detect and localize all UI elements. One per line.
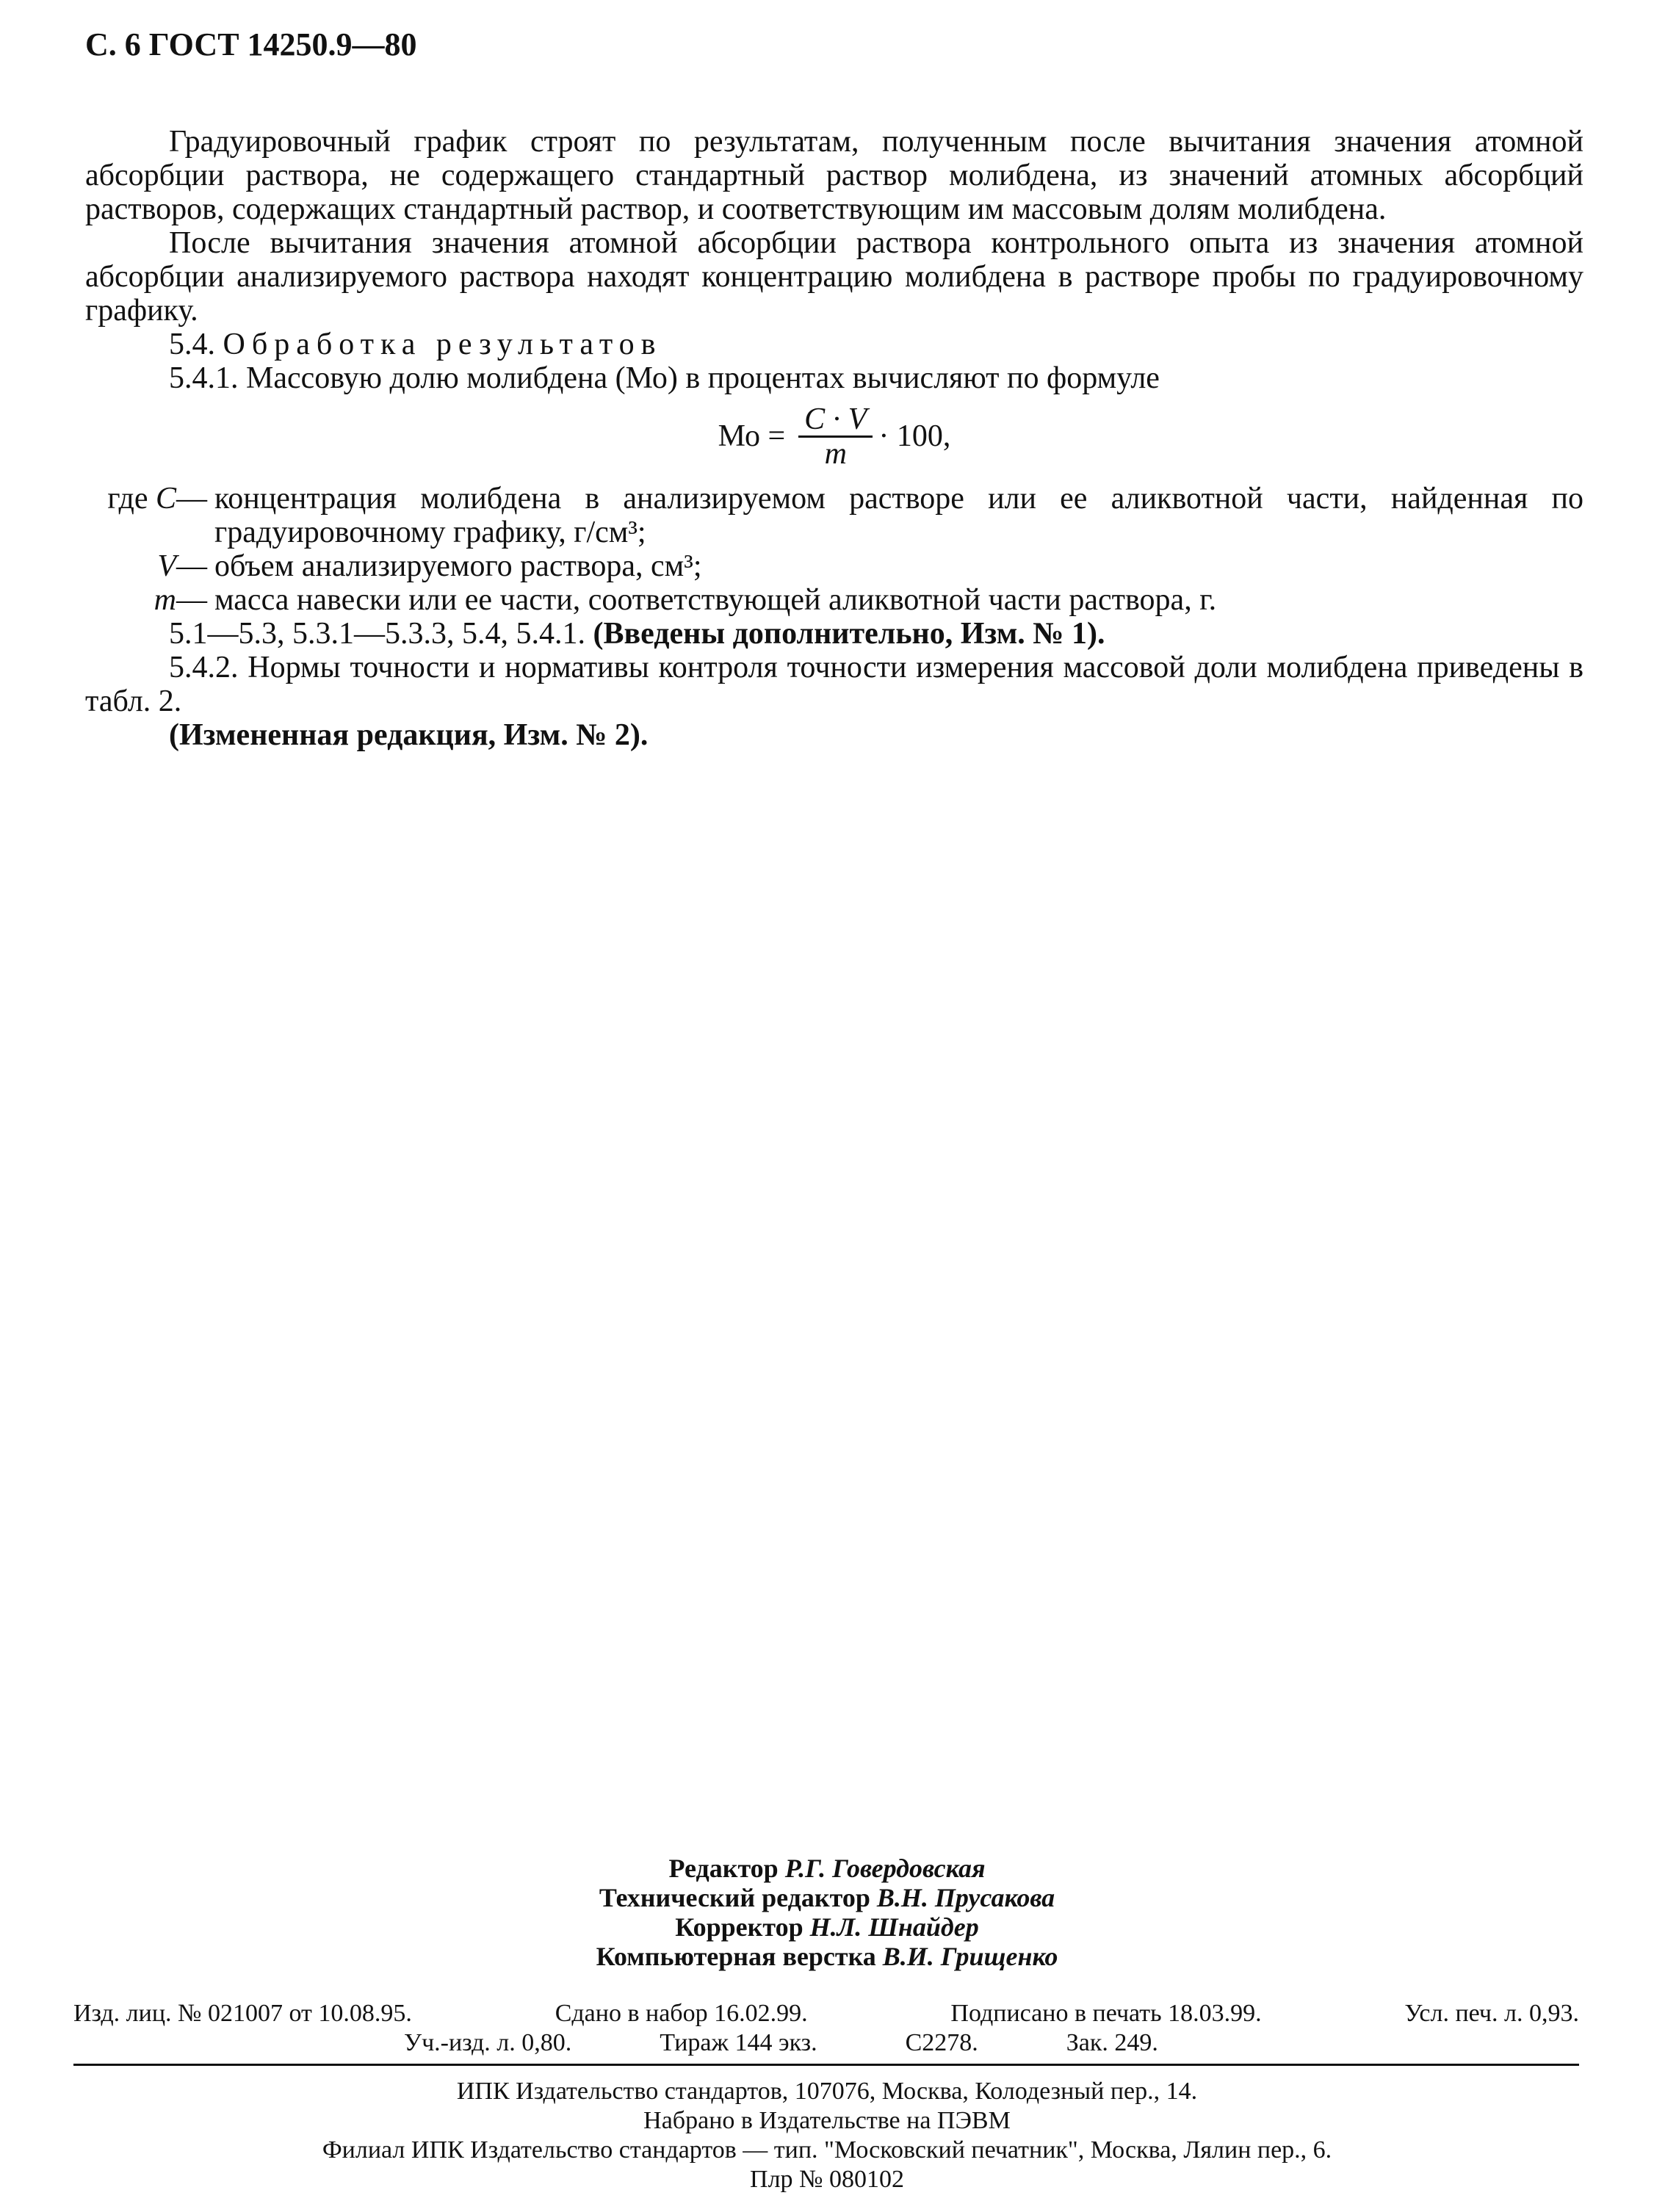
- amendment-sections: 5.1—5.3, 5.3.1—5.3.3, 5.4, 5.4.1.: [169, 617, 585, 651]
- definition-symbol: C: [155, 482, 176, 516]
- page-header: С. 6 ГОСТ 14250.9—80: [85, 26, 417, 62]
- imprint-pub-sheets: Уч.-изд. л. 0,80.: [404, 2029, 572, 2056]
- paragraph-amendment-1: [85, 617, 1583, 651]
- variable-definitions: [85, 482, 1583, 617]
- definition-row: [85, 482, 1583, 549]
- credit-label: Технический редактор: [599, 1883, 870, 1912]
- definition-dash: —: [176, 583, 207, 617]
- paragraph-accuracy: 5.4.2. Нормы точности и нормативы контроля точности измерения массовой доли молибдена приведены в табл. 2.: [85, 651, 1583, 718]
- imprint-code: С2278.: [905, 2029, 978, 2056]
- paragraph-formula-intro: 5.4.1. Массовую долю молибдена (Мо) в процентах вычисляют по формуле: [169, 361, 1160, 395]
- credit-label: Компьютерная верстка: [596, 1942, 876, 1971]
- paragraph-calibration: Градуировочный график строят по результатам, полученным после вычитания значения атомной абсорбции раствора, не содержащего стандартный раствор молибдена, из значений атомных абсорбций растворов, содержащих стандартный раствор, и соответствующим им массовым долям молибдена.: [85, 125, 1583, 226]
- section-heading: [85, 328, 1583, 361]
- definition-text: концентрация молибдена в анализируемом растворе или ее аликвотной части, найденная по градуировочному графику, г/см³;: [214, 482, 1583, 549]
- publisher-line: Филиал ИПК Издательство стандартов — тип. "Московский печатник", Москва, Лялин пер., 6.: [322, 2136, 1332, 2164]
- credit-name: В.И. Грищенко: [882, 1942, 1058, 1971]
- credit-tech-editor: [0, 1883, 1654, 1912]
- divider: [73, 2064, 1579, 2066]
- imprint-signed: Подписано в печать 18.03.99.: [950, 2000, 1262, 2027]
- credit-label: Редактор: [668, 1854, 779, 1883]
- credit-editor: [0, 1854, 1654, 1883]
- publisher-info: [0, 2077, 1654, 2194]
- imprint-order: Зак. 249.: [1066, 2029, 1158, 2056]
- formula-denominator: m: [824, 436, 847, 471]
- paragraph-amendment-2: (Измененная редакция, Изм. № 2).: [169, 718, 649, 752]
- publisher-line: ИПК Издательство стандартов, 107076, Москва, Колодезный пер., 14.: [456, 2078, 1198, 2105]
- definition-text: масса навески или ее части, соответствующей аликвотной части раствора, г.: [214, 583, 1217, 617]
- definition-symbol: m: [154, 583, 176, 617]
- definition-symbol: V: [157, 549, 176, 583]
- credit-name: Р.Г. Говердовская: [784, 1854, 986, 1883]
- formula: [85, 400, 1583, 473]
- formula-numerator: C · V: [798, 403, 873, 438]
- definition-row: [85, 549, 1583, 583]
- section-number: 5.4.: [169, 328, 215, 361]
- credit-label: Корректор: [675, 1912, 803, 1942]
- formula-rhs: · 100,: [878, 419, 951, 453]
- imprint-run: Тираж 144 экз.: [660, 2029, 817, 2056]
- publisher-line: Плр № 080102: [750, 2166, 904, 2193]
- definition-dash: —: [176, 482, 207, 516]
- definition-dash: —: [176, 549, 207, 583]
- definition-text: объем анализируемого раствора, см³;: [214, 549, 702, 583]
- credit-corrector: [0, 1912, 1654, 1942]
- paragraph-subtraction: После вычитания значения атомной абсорбции раствора контрольного опыта из значения атомной абсорбции анализируемого раствора находят концентрацию молибдена в растворе пробы по градуировочному графику.: [85, 226, 1583, 328]
- publisher-line: Набрано в Издательстве на ПЭВМ: [643, 2107, 1011, 2134]
- amendment-note: (Введены дополнительно, Изм. № 1).: [593, 617, 1105, 651]
- section-title: Обработка результатов: [223, 328, 662, 361]
- editorial-credits: [0, 1854, 1654, 1971]
- imprint-license: Изд. лиц. № 021007 от 10.08.95.: [73, 2000, 412, 2027]
- definition-row: [85, 583, 1583, 617]
- formula-fraction: [798, 403, 873, 470]
- imprint-print-sheets: Усл. печ. л. 0,93.: [1404, 2000, 1579, 2027]
- document-body: [85, 125, 1583, 752]
- credit-layout: [0, 1942, 1654, 1971]
- imprint-submitted: Сдано в набор 16.02.99.: [555, 2000, 808, 2027]
- credit-name: В.Н. Прусакова: [876, 1883, 1055, 1912]
- imprint: [73, 1999, 1579, 2058]
- credit-name: Н.Л. Шнайдер: [809, 1912, 979, 1942]
- formula-lhs: Мо =: [718, 419, 786, 453]
- definition-prefix: где: [107, 482, 148, 516]
